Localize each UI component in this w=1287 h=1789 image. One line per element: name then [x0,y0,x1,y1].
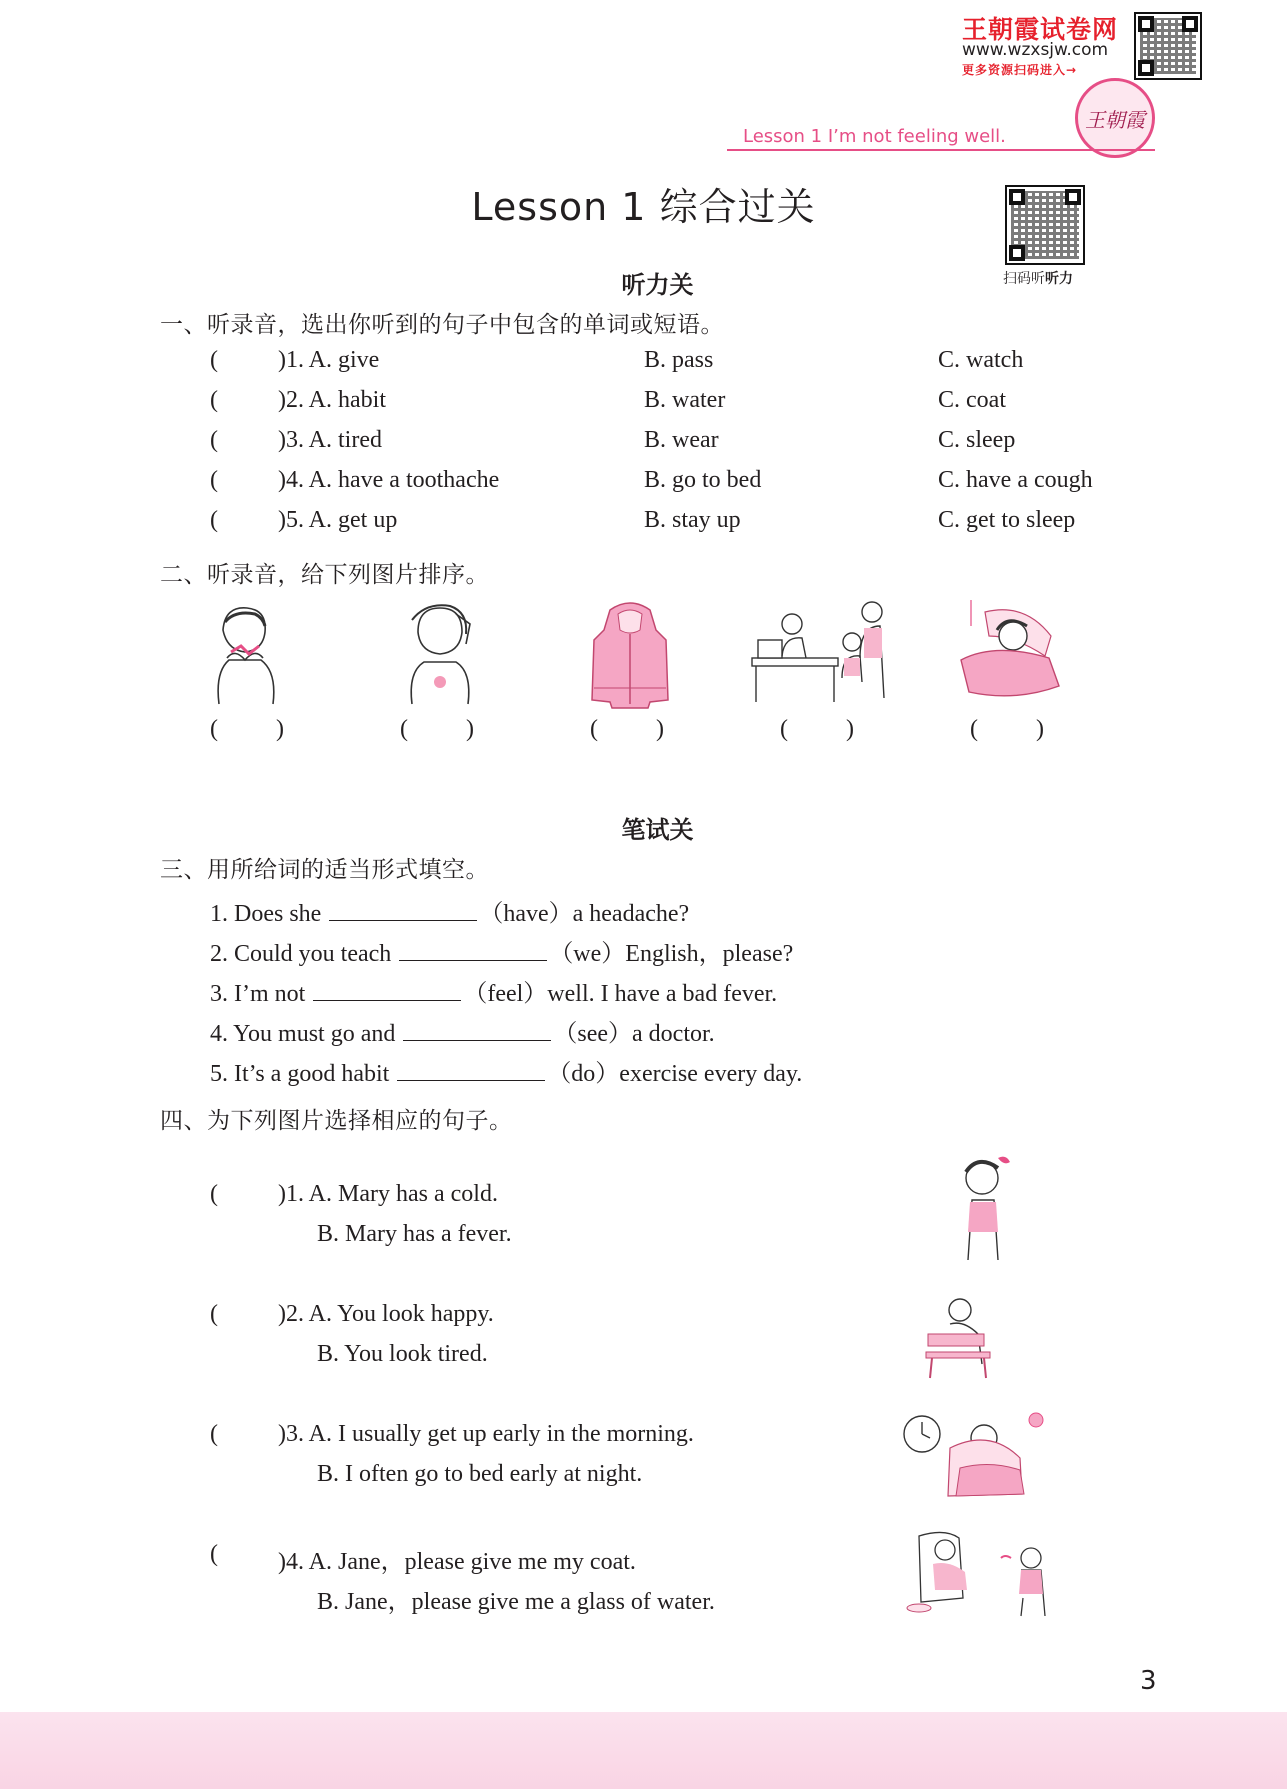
listening-section-title: 听力关 [621,271,694,299]
fill-item-2: 2. Could you teach （we）English，please? [210,933,793,968]
option-a: )2. A. habit [278,387,386,413]
fill-blank[interactable] [397,1058,545,1081]
grandma-and-girl-picture [905,1528,1051,1620]
option-b: B. Jane，please give me a glass of water. [317,1589,715,1615]
fill-item-5: 5. It’s a good habit （do）exercise every day. [210,1053,802,1088]
sick-girl-picture [948,1150,1018,1268]
option-a: )4. A. Jane，please give me my coat. [278,1549,636,1575]
fill-item-3: 3. I’m not （feel）well. I have a bad fever. [210,973,777,1008]
order-paren-1[interactable]: ( ) [210,716,284,742]
option-c: C. coat [938,387,1006,413]
part1-instruction: 一、听录音，选出你听到的句子中包含的单词或短语。 [160,312,724,338]
option-a: )3. A. I usually get up early in the morning. [278,1421,694,1447]
list-item [210,427,218,454]
list-item [210,387,218,414]
written-section-title: 笔试关 [621,816,694,844]
header-rule [727,149,1155,151]
toothache-boy-picture [205,600,285,705]
qr-caption: 扫码听听力 [1003,271,1073,287]
brand-url[interactable]: www.wzxsjw.com [962,40,1109,60]
headache-girl-picture [396,600,482,705]
option-a: )4. A. have a toothache [278,467,500,493]
list-item [210,347,218,374]
answer-paren[interactable]: ( [210,507,218,533]
answer-paren[interactable]: ( [210,347,218,373]
answer-paren[interactable]: ( [210,1421,218,1447]
option-c: C. watch [938,347,1024,373]
brand-seal-logo: 王朝霞 [1075,78,1155,158]
morning-wakeup-picture [900,1408,1052,1502]
footer-band [0,1712,1287,1789]
part2-instruction: 二、听录音，给下列图片排序。 [160,562,489,588]
list-item [210,507,218,534]
option-b: B. go to bed [644,467,762,493]
fill-blank[interactable] [403,1018,551,1041]
option-a: )2. A. You look happy. [278,1301,494,1327]
option-c: C. have a cough [938,467,1093,493]
brand-name: 王朝霞试卷网 [962,15,1119,44]
order-paren-2[interactable]: ( ) [400,716,474,742]
order-paren-4[interactable]: ( ) [780,716,854,742]
tired-boy-bench-picture [920,1294,1030,1380]
page-title: Lesson 1 综合过关 [471,185,816,229]
listening-qr-code[interactable] [1005,185,1085,265]
answer-paren[interactable]: ( [210,1541,218,1567]
order-paren-5[interactable]: ( ) [970,716,1044,742]
answer-paren[interactable]: ( [210,1301,218,1327]
order-paren-3[interactable]: ( ) [590,716,664,742]
fill-item-4: 4. You must go and （see）a doctor. [210,1013,715,1048]
option-c: C. sleep [938,427,1016,453]
option-b: B. stay up [644,507,741,533]
running-head: Lesson 1 I’m not feeling well. [743,126,1006,147]
pink-coat-picture [590,600,670,710]
option-c: C. get to sleep [938,507,1076,533]
brand-promo: 更多资源扫码进入→ [962,63,1078,77]
option-b: B. You look tired. [317,1341,488,1367]
option-b: B. wear [644,427,719,453]
option-a: )5. A. get up [278,507,398,533]
list-item [210,467,218,494]
page-number: 3 [1140,1666,1157,1696]
answer-paren[interactable]: ( [210,1181,218,1207]
option-b: B. pass [644,347,714,373]
option-a: )1. A. Mary has a cold. [278,1181,498,1207]
fill-blank[interactable] [329,898,477,921]
fill-item-1: 1. Does she （have）a headache? [210,893,689,928]
doctor-visit-picture [748,598,888,706]
answer-paren[interactable]: ( [210,427,218,453]
option-a: )3. A. tired [278,427,382,453]
part4-instruction: 四、为下列图片选择相应的句子。 [160,1108,513,1134]
option-b: B. water [644,387,726,413]
header-qr-code[interactable] [1134,12,1202,80]
answer-paren[interactable]: ( [210,387,218,413]
answer-paren[interactable]: ( [210,467,218,493]
option-b: B. Mary has a fever. [317,1221,512,1247]
fill-blank[interactable] [313,978,461,1001]
part3-instruction: 三、用所给词的适当形式填空。 [160,857,489,883]
sleeping-girl-picture [955,596,1065,704]
fill-blank[interactable] [399,938,547,961]
option-a: )1. A. give [278,347,380,373]
option-b: B. I often go to bed early at night. [317,1461,643,1487]
